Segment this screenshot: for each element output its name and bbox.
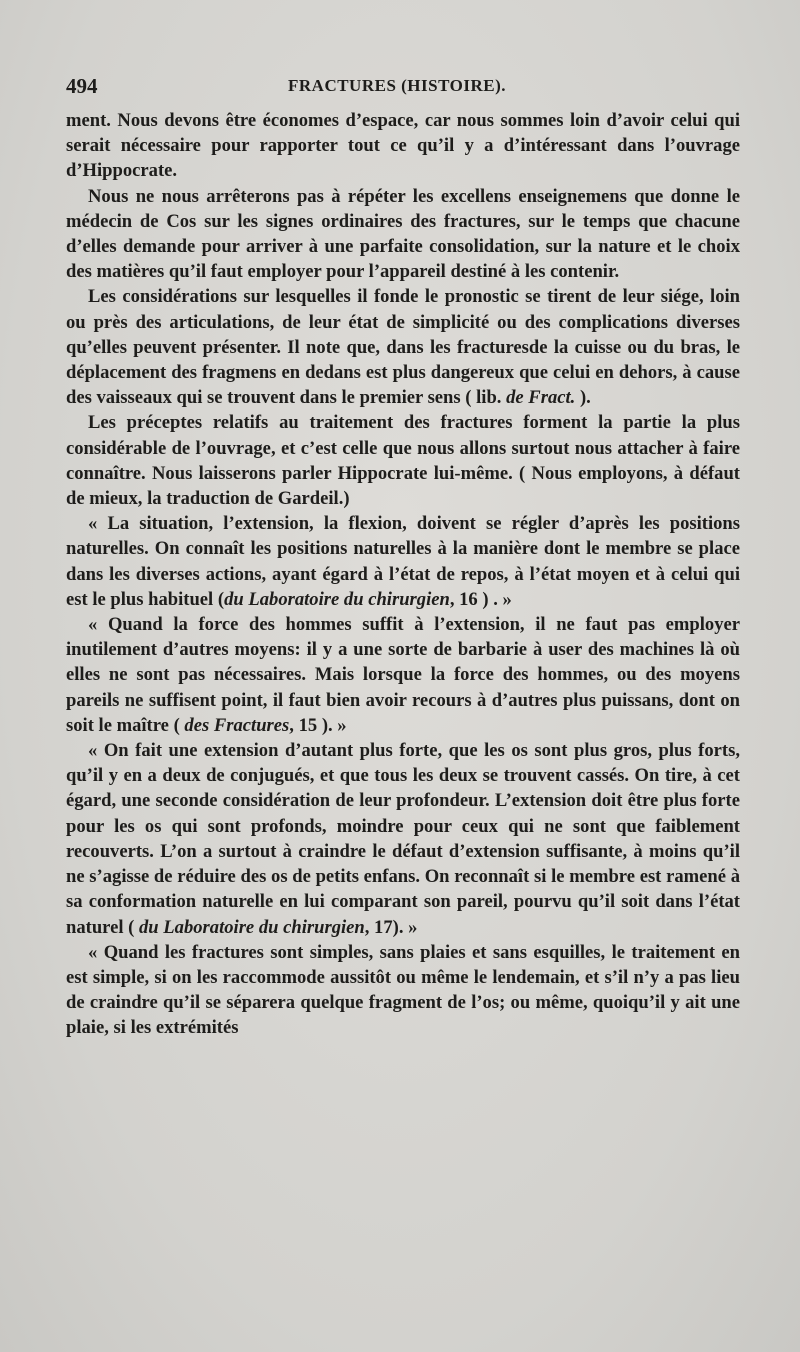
paragraph (66, 612, 740, 738)
running-title: FRACTURES (HISTOIRE). (288, 76, 507, 95)
text-run: Les considérations sur lesquelles il fonde le pronostic se tirent de leur siége, loin ou près des articulations, de leur état de simplicité ou des complications diverses qu’elles peuvent présenter. Il note que, dans les fracturesde la cuisse ou du bras, le déplacement des fragmens en dedans est plus dangereux que celui en dehors, à cause des vaisseaux qui se trouvent dans le premier sens ( lib. (66, 286, 740, 409)
paragraph (66, 184, 740, 285)
text-run: , 15 ). » (289, 714, 347, 736)
text-run: « Quand les fractures sont simples, sans plaies et sans esquilles, le traitement en est simple, si on les raccommode aussitôt ou même le lendemain, et s’il n’y a pas lieu de craindre qu’il se séparera quelque fragment de l’os; ou même, quoiqu’il y ait une plaie, si les extrémités (66, 941, 740, 1039)
paragraph (66, 738, 740, 940)
italic-text: des Fractures (184, 714, 290, 736)
paragraph (66, 284, 740, 410)
text-run: , 16 ) . » (449, 588, 512, 610)
page-header (66, 74, 738, 100)
text-run: ment. Nous devons être économes d’espace, car nous sommes loin d’avoir celui qui serait nécessaire pour rapporter tout ce qu’il y a d’intéressant dans l’ouvrage d’Hippocrate. (66, 110, 740, 182)
italic-text: de Fract. (506, 387, 576, 409)
text-run: « Quand la force des hommes suffit à l’extension, il ne faut pas employer inutilement d’autres moyens: il y a une sorte de barbarie à user des machines là où elles ne sont pas nécessaires. Mais lorsque la force des hommes, ou des moyens pareils ne suffisent point, il faut bien avoir recours à d’autres plus puissans, dont on soit le maître ( (66, 614, 740, 736)
page-number: 494 (66, 74, 98, 98)
paragraph (66, 511, 740, 612)
text-run: , 17). » (364, 916, 418, 938)
paragraph (66, 940, 740, 1041)
italic-text: du Laboratoire du chirurgien (224, 588, 450, 610)
paragraph (66, 410, 740, 511)
text-run: Nous ne nous arrêterons pas à répéter les excellens enseignemens que donne le médecin de Cos sur les signes ordinaires des fractures, sur le temps que chacune d’elles demande pour arriver à une parfaite consolidation, sur la nature et le choix des matières qu’il faut employer pour l’appareil destiné à les contenir. (66, 185, 740, 283)
text-run: Les préceptes relatifs au traitement des fractures forment la partie la plus considérable de l’ouvrage, et c’est celle que nous allons surtout nous attacher à faire connaître. Nous laisserons parler Hippocrate lui-même. ( Nous employons, à défaut de mieux, la traduction de Gardeil.) (66, 412, 740, 510)
text-run: « La situation, l’extension, la flexion, doivent se régler d’après les positions naturelles. On connaît les positions naturelles à la manière dont le membre se place dans les diverses actions, ayant égard à l’état de repos, à l’état moyen et à celui qui est le plus habituel ( (66, 513, 740, 610)
text-run: « On fait une extension d’autant plus forte, que les os sont plus gros, plus forts, qu’il y en a deux de conjugués, et que tous les deux se trouvent cassés. On tire, à cet égard, une seconde considération de leur profondeur. L’extension doit être plus forte pour les os qui sont profonds, moindre pour ceux qui ne sont que faiblement recouverts. L’on a surtout à craindre le défaut d’extension suffisante, à moins qu’il ne s’agisse de réduire des os de petits enfans. On reconnaît si le membre est ramené à sa conformation naturelle en lui comparant son pareil, pourvu qu’il soit dans l’état naturel ( (66, 740, 740, 938)
paragraph (66, 108, 740, 184)
text-run: ). (575, 387, 591, 409)
body-text (66, 108, 740, 1041)
italic-text: du Laboratoire du chirurgien (139, 916, 365, 938)
